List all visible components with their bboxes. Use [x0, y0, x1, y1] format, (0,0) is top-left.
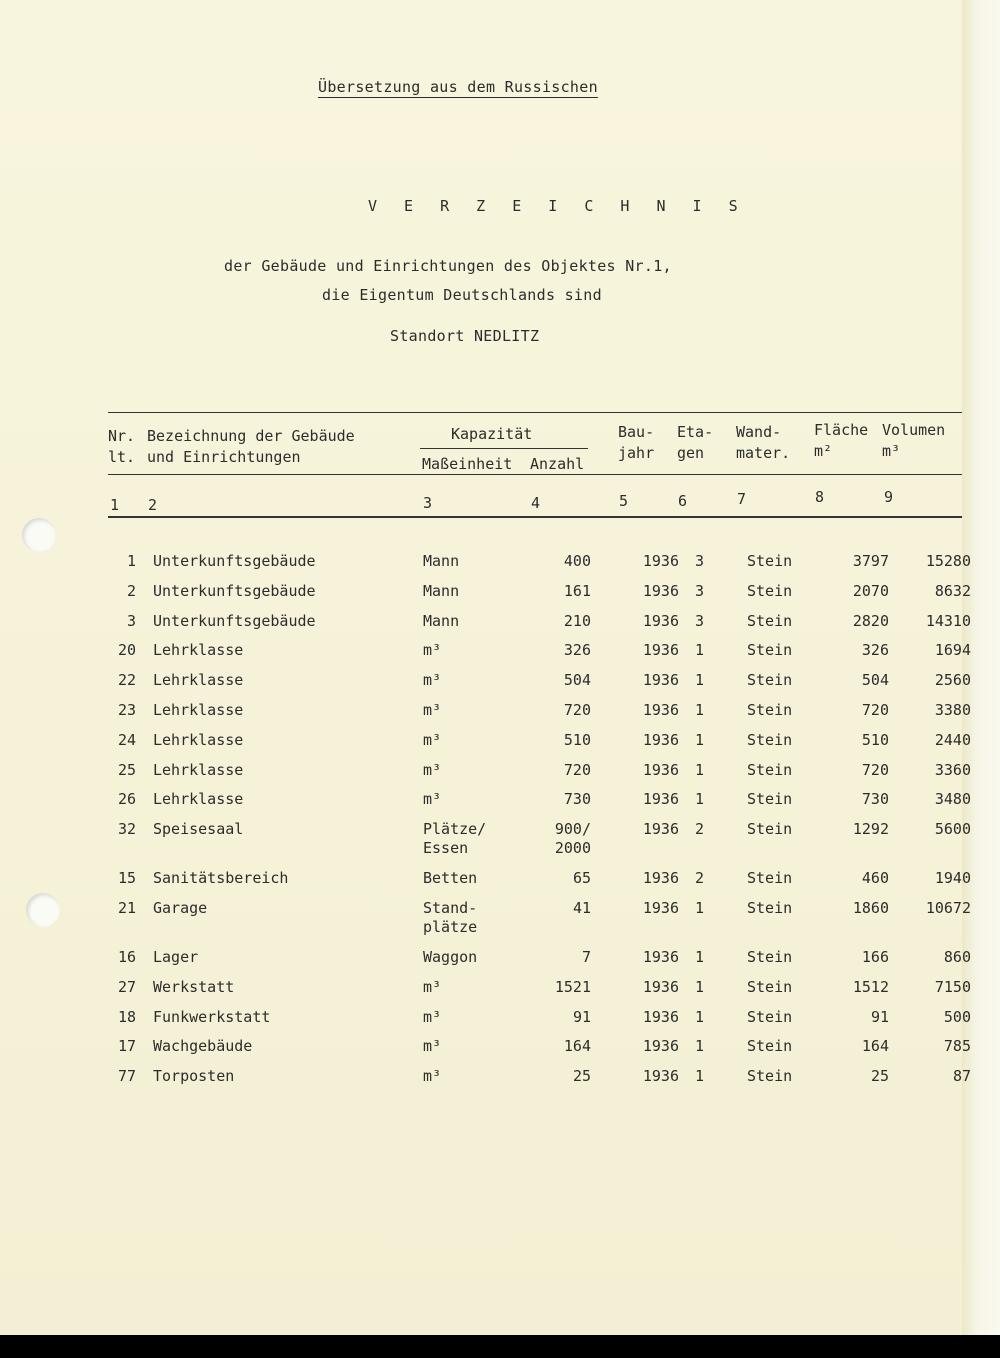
header-nr: Nr. lt. — [108, 427, 136, 466]
row-floors: 3 — [695, 611, 705, 630]
row-unit: m³ — [423, 730, 442, 749]
row-count: 400 — [563, 552, 591, 570]
row-nr: 17 — [117, 1037, 136, 1056]
column-number: 6 — [678, 492, 688, 510]
row-area: 2070 — [852, 581, 889, 600]
row-name: Torposten — [153, 1067, 235, 1086]
row-area: 1860 — [852, 898, 889, 917]
column-number: 4 — [531, 494, 541, 512]
row-name: Lager — [153, 947, 199, 966]
row-floors: 2 — [695, 820, 705, 839]
row-nr: 20 — [117, 641, 136, 660]
row-nr: 18 — [117, 1007, 136, 1026]
row-floors: 3 — [695, 552, 705, 570]
header-floors: Eta- gen — [677, 423, 714, 462]
translation-note: Übersetzung aus dem Russischen — [318, 78, 598, 96]
row-floors: 1 — [695, 671, 705, 690]
row-count: 210 — [563, 611, 591, 630]
row-unit: Plätze/ Essen — [423, 820, 487, 858]
column-number: 8 — [815, 488, 825, 506]
row-unit: Betten — [423, 869, 478, 888]
table-row — [108, 948, 971, 978]
row-nr: 77 — [117, 1067, 136, 1086]
location-line: Standort NEDLITZ — [390, 327, 540, 345]
row-area: 164 — [861, 1037, 889, 1056]
row-unit: Waggon — [423, 947, 478, 966]
row-name: Lehrklasse — [153, 671, 244, 690]
table-row — [108, 731, 971, 761]
row-name: Unterkunftsgebäude — [153, 581, 316, 600]
row-floors: 1 — [695, 790, 705, 809]
row-name: Werkstatt — [153, 977, 235, 996]
row-volume: 860 — [943, 947, 971, 966]
row-area: 510 — [861, 730, 889, 749]
table-row — [108, 582, 971, 612]
table-row — [108, 701, 971, 731]
row-unit: m³ — [423, 700, 442, 719]
row-count: 91 — [572, 1007, 591, 1026]
header-name: Bezeichnung der Gebäude und Einrichtungen — [147, 427, 355, 466]
row-volume: 1694 — [934, 641, 971, 660]
header-unit: Maßeinheit — [422, 455, 513, 473]
table-row — [108, 1067, 971, 1097]
row-volume: 7150 — [934, 977, 971, 996]
row-wall: Stein — [747, 1037, 793, 1056]
row-wall: Stein — [747, 977, 793, 996]
row-nr: 2 — [126, 581, 136, 600]
row-year: 1936 — [642, 641, 679, 660]
row-floors: 2 — [695, 869, 705, 888]
row-name: Lehrklasse — [153, 730, 244, 749]
row-count: 65 — [572, 869, 591, 888]
row-wall: Stein — [747, 611, 793, 630]
row-wall: Stein — [747, 700, 793, 719]
table-row — [108, 671, 971, 701]
capacity-rule — [420, 448, 588, 449]
row-count: 164 — [563, 1037, 591, 1056]
table-row — [108, 612, 971, 642]
table-row — [108, 820, 971, 869]
row-year: 1936 — [642, 898, 679, 917]
row-unit: Mann — [423, 581, 460, 600]
row-area: 720 — [861, 700, 889, 719]
row-nr: 23 — [117, 700, 136, 719]
row-count: 326 — [563, 641, 591, 660]
row-area: 1292 — [852, 820, 889, 839]
row-year: 1936 — [642, 1037, 679, 1056]
row-wall: Stein — [747, 552, 793, 570]
row-name: Speisesaal — [153, 820, 244, 839]
table-row — [108, 869, 971, 899]
table-top-rule — [108, 412, 962, 413]
row-count: 7 — [581, 947, 591, 966]
row-volume: 500 — [943, 1007, 971, 1026]
row-name: Unterkunftsgebäude — [153, 611, 316, 630]
row-floors: 1 — [695, 641, 705, 660]
row-nr: 26 — [117, 790, 136, 809]
row-count: 720 — [563, 700, 591, 719]
scan-border — [0, 1335, 1000, 1358]
table-row — [108, 641, 971, 671]
header-count: Anzahl — [530, 455, 585, 473]
row-floors: 1 — [695, 898, 705, 917]
row-area: 730 — [861, 790, 889, 809]
table-row — [108, 552, 971, 582]
row-volume: 14310 — [925, 611, 971, 630]
row-area: 720 — [861, 760, 889, 779]
header-wall: Wand- mater. — [736, 423, 791, 462]
header-area: Fläche m² — [814, 421, 869, 460]
row-floors: 1 — [695, 1037, 705, 1056]
column-number-rule — [108, 516, 962, 518]
row-nr: 16 — [117, 947, 136, 966]
column-number: 7 — [737, 490, 747, 508]
row-wall: Stein — [747, 898, 793, 917]
table-row — [108, 1008, 971, 1038]
row-year: 1936 — [642, 869, 679, 888]
row-volume: 2560 — [934, 671, 971, 690]
column-number: 9 — [884, 488, 894, 506]
table-row — [108, 899, 971, 948]
row-volume: 1940 — [934, 869, 971, 888]
row-nr: 1 — [126, 552, 136, 570]
row-year: 1936 — [642, 611, 679, 630]
row-year: 1936 — [642, 1007, 679, 1026]
row-volume: 3360 — [934, 760, 971, 779]
header-volume: Volumen m³ — [882, 421, 946, 460]
row-unit: Mann — [423, 611, 460, 630]
document-title: V E R Z E I C H N I S — [368, 197, 747, 215]
row-nr: 25 — [117, 760, 136, 779]
row-count: 720 — [563, 760, 591, 779]
row-unit: m³ — [423, 1007, 442, 1026]
row-wall: Stein — [747, 820, 793, 839]
row-wall: Stein — [747, 671, 793, 690]
row-count: 510 — [563, 730, 591, 749]
row-volume: 5600 — [934, 820, 971, 839]
row-nr: 24 — [117, 730, 136, 749]
row-wall: Stein — [747, 730, 793, 749]
row-area: 91 — [870, 1007, 889, 1026]
row-wall: Stein — [747, 641, 793, 660]
row-unit: m³ — [423, 1037, 442, 1056]
table-row — [108, 761, 971, 791]
row-count: 1521 — [554, 977, 591, 996]
row-wall: Stein — [747, 1067, 793, 1086]
row-nr: 27 — [117, 977, 136, 996]
row-year: 1936 — [642, 790, 679, 809]
subtitle-line: der Gebäude und Einrichtungen des Objektes Nr.1, — [224, 257, 672, 275]
row-wall: Stein — [747, 581, 793, 600]
row-year: 1936 — [642, 552, 679, 570]
row-floors: 3 — [695, 581, 705, 600]
row-area: 2820 — [852, 611, 889, 630]
row-floors: 1 — [695, 700, 705, 719]
row-count: 41 — [572, 898, 591, 917]
row-unit: Mann — [423, 552, 460, 570]
row-volume: 785 — [943, 1037, 971, 1056]
row-name: Garage — [153, 898, 208, 917]
row-area: 1512 — [852, 977, 889, 996]
row-year: 1936 — [642, 700, 679, 719]
header-year: Bau- jahr — [618, 423, 655, 462]
row-unit: m³ — [423, 641, 442, 660]
row-unit: m³ — [423, 671, 442, 690]
row-volume: 10672 — [925, 898, 971, 917]
row-year: 1936 — [642, 1067, 679, 1086]
row-area: 25 — [870, 1067, 889, 1086]
column-number: 3 — [423, 494, 433, 512]
row-year: 1936 — [642, 977, 679, 996]
row-volume: 2440 — [934, 730, 971, 749]
row-name: Unterkunftsgebäude — [153, 552, 316, 570]
row-volume: 3380 — [934, 700, 971, 719]
row-year: 1936 — [642, 581, 679, 600]
row-area: 460 — [861, 869, 889, 888]
row-year: 1936 — [642, 760, 679, 779]
row-area: 3797 — [852, 552, 889, 570]
row-floors: 1 — [695, 1007, 705, 1026]
row-floors: 1 — [695, 730, 705, 749]
table-row — [108, 1037, 971, 1067]
row-unit: Stand- plätze — [423, 898, 478, 936]
column-number: 1 — [110, 496, 120, 514]
row-name: Lehrklasse — [153, 700, 244, 719]
row-nr: 32 — [117, 820, 136, 839]
row-wall: Stein — [747, 790, 793, 809]
row-year: 1936 — [642, 820, 679, 839]
row-volume: 8632 — [934, 581, 971, 600]
row-floors: 1 — [695, 760, 705, 779]
row-unit: m³ — [423, 1067, 442, 1086]
row-wall: Stein — [747, 869, 793, 888]
row-year: 1936 — [642, 671, 679, 690]
table-row — [108, 790, 971, 820]
row-volume: 3480 — [934, 790, 971, 809]
row-name: Wachgebäude — [153, 1037, 253, 1056]
table-row — [108, 978, 971, 1008]
row-floors: 1 — [695, 1067, 705, 1086]
row-name: Sanitätsbereich — [153, 869, 289, 888]
column-number: 5 — [619, 492, 629, 510]
row-volume: 15280 — [925, 552, 971, 570]
punch-hole — [26, 893, 60, 927]
row-area: 166 — [861, 947, 889, 966]
row-count: 504 — [563, 671, 591, 690]
buildings-table — [108, 552, 971, 1097]
row-area: 504 — [861, 671, 889, 690]
row-name: Lehrklasse — [153, 760, 244, 779]
row-nr: 22 — [117, 671, 136, 690]
row-year: 1936 — [642, 730, 679, 749]
row-nr: 3 — [126, 611, 136, 630]
row-wall: Stein — [747, 760, 793, 779]
row-wall: Stein — [747, 947, 793, 966]
row-name: Funkwerkstatt — [153, 1007, 271, 1026]
row-name: Lehrklasse — [153, 790, 244, 809]
row-name: Lehrklasse — [153, 641, 244, 660]
row-count: 25 — [572, 1067, 591, 1086]
row-unit: m³ — [423, 790, 442, 809]
column-number: 2 — [148, 496, 158, 514]
row-nr: 21 — [117, 898, 136, 917]
row-floors: 1 — [695, 947, 705, 966]
row-unit: m³ — [423, 760, 442, 779]
row-count: 161 — [563, 581, 591, 600]
row-floors: 1 — [695, 977, 705, 996]
row-count: 730 — [563, 790, 591, 809]
row-volume: 87 — [952, 1067, 971, 1086]
row-unit: m³ — [423, 977, 442, 996]
row-count: 900/ 2000 — [554, 820, 591, 858]
header-capacity: Kapazität — [451, 425, 533, 443]
row-area: 326 — [861, 641, 889, 660]
row-nr: 15 — [117, 869, 136, 888]
row-wall: Stein — [747, 1007, 793, 1026]
subtitle-line: die Eigentum Deutschlands sind — [322, 286, 602, 304]
row-year: 1936 — [642, 947, 679, 966]
punch-hole — [22, 518, 56, 552]
